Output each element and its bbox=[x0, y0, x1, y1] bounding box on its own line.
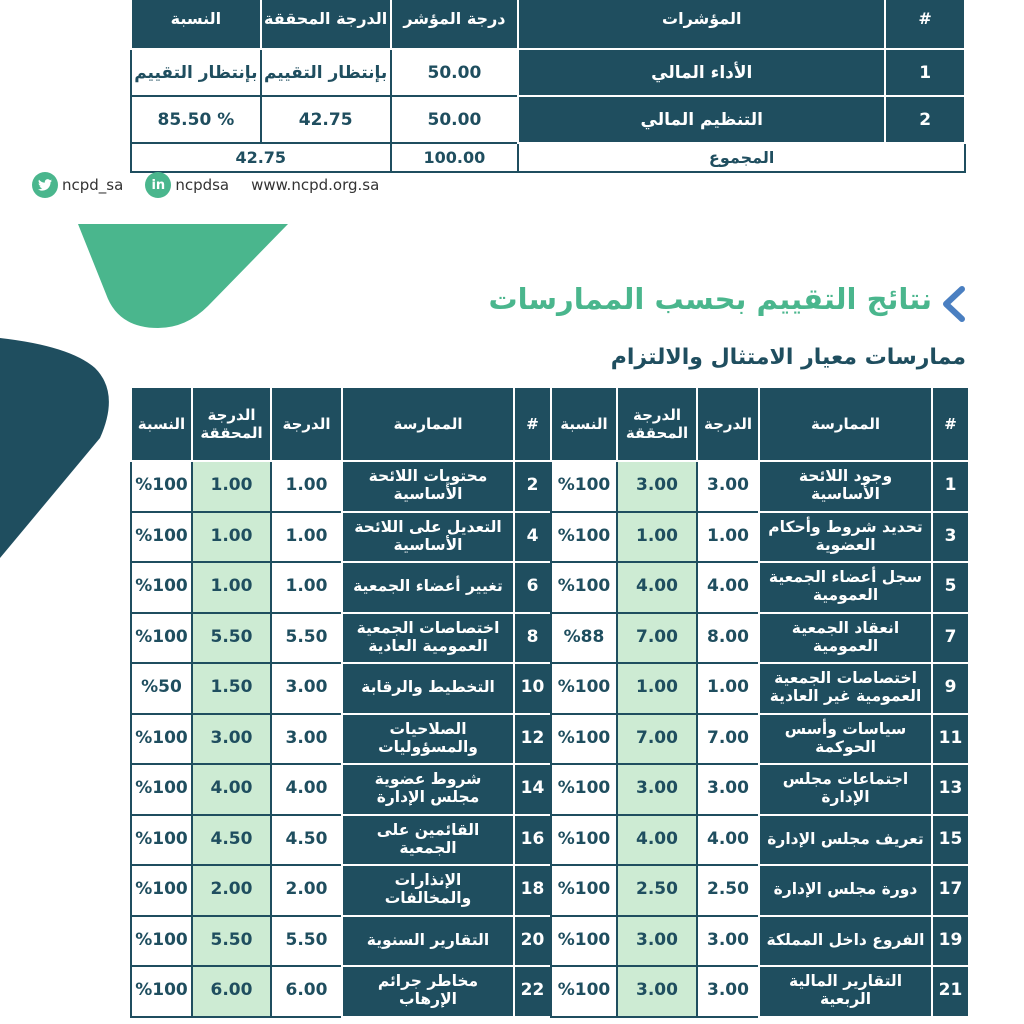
practice-num: 11 bbox=[932, 714, 969, 765]
decorative-dark-shape bbox=[0, 338, 112, 558]
practice-score: 3.00 bbox=[271, 714, 342, 765]
header-num: # bbox=[514, 387, 551, 461]
practice-ratio: %100 bbox=[131, 916, 192, 967]
indicators-table bbox=[130, 0, 966, 173]
indicator-row bbox=[131, 96, 965, 143]
practice-ratio: %100 bbox=[551, 663, 617, 714]
website-link[interactable] bbox=[251, 176, 379, 194]
indicator-ratio: بإنتظار التقييم bbox=[131, 49, 261, 96]
practice-score: 1.00 bbox=[271, 512, 342, 563]
practice-score: 2.50 bbox=[697, 865, 759, 916]
practice-name: سياسات وأسس الحوكمة bbox=[759, 714, 932, 765]
practice-achieved: 2.50 bbox=[617, 865, 697, 916]
practice-name: اختصاصات الجمعية العمومية العادية bbox=[342, 613, 514, 664]
practice-achieved: 3.00 bbox=[617, 764, 697, 815]
practice-name: انعقاد الجمعية العمومية bbox=[759, 613, 932, 664]
practice-ratio: %100 bbox=[551, 966, 617, 1017]
linkedin-handle: ncpdsa bbox=[175, 176, 230, 194]
practice-name: وجود اللائحة الأساسية bbox=[759, 461, 932, 512]
practice-achieved: 1.00 bbox=[192, 562, 271, 613]
header-indicator: المؤشرات bbox=[518, 0, 885, 49]
practice-score: 1.00 bbox=[271, 461, 342, 512]
table-row bbox=[131, 916, 969, 967]
table-row bbox=[131, 613, 969, 664]
practice-num: 21 bbox=[932, 966, 969, 1017]
practice-num: 15 bbox=[932, 815, 969, 866]
practice-name: التخطيط والرقابة bbox=[342, 663, 514, 714]
practice-name: مخاطر جرائم الإرهاب bbox=[342, 966, 514, 1017]
practice-num: 20 bbox=[514, 916, 551, 967]
practice-name: سجل أعضاء الجمعية العمومية bbox=[759, 562, 932, 613]
practice-num: 13 bbox=[932, 764, 969, 815]
practice-achieved: 3.00 bbox=[192, 714, 271, 765]
table-row bbox=[131, 966, 969, 1017]
section-title: نتائج التقييم بحسب الممارسات bbox=[488, 282, 932, 316]
header-achieved: الدرجة المحققة bbox=[261, 0, 391, 49]
practice-ratio: %100 bbox=[551, 562, 617, 613]
website-url: www.ncpd.org.sa bbox=[251, 176, 380, 194]
indicator-num: 1 bbox=[885, 49, 965, 96]
practice-ratio: %50 bbox=[131, 663, 192, 714]
practice-num: 3 bbox=[932, 512, 969, 563]
practice-ratio: %100 bbox=[551, 461, 617, 512]
practice-ratio: %100 bbox=[131, 966, 192, 1017]
practice-num: 6 bbox=[514, 562, 551, 613]
practice-ratio: %100 bbox=[131, 764, 192, 815]
practice-num: 22 bbox=[514, 966, 551, 1017]
practice-num: 18 bbox=[514, 865, 551, 916]
practice-achieved: 5.50 bbox=[192, 613, 271, 664]
total-achieved: 42.75 bbox=[131, 143, 391, 172]
practice-score: 3.00 bbox=[697, 764, 759, 815]
practice-ratio: %100 bbox=[131, 865, 192, 916]
practice-score: 1.00 bbox=[697, 512, 759, 563]
practice-achieved: 3.00 bbox=[617, 461, 697, 512]
practice-score: 4.00 bbox=[697, 815, 759, 866]
practice-num: 10 bbox=[514, 663, 551, 714]
practice-ratio: %100 bbox=[131, 512, 192, 563]
practice-score: 5.50 bbox=[271, 613, 342, 664]
header-practice: الممارسة bbox=[342, 387, 514, 461]
practice-ratio: %100 bbox=[551, 714, 617, 765]
table-row bbox=[131, 663, 969, 714]
practice-achieved: 6.00 bbox=[192, 966, 271, 1017]
practice-achieved: 7.00 bbox=[617, 613, 697, 664]
practice-ratio: %100 bbox=[131, 613, 192, 664]
indicator-score: 50.00 bbox=[391, 96, 519, 143]
table-row bbox=[131, 512, 969, 563]
practice-num: 9 bbox=[932, 663, 969, 714]
practice-score: 3.00 bbox=[697, 966, 759, 1017]
total-label: المجموع bbox=[518, 143, 965, 172]
practice-achieved: 3.00 bbox=[617, 966, 697, 1017]
practice-ratio: %100 bbox=[551, 512, 617, 563]
practice-ratio: %100 bbox=[131, 562, 192, 613]
practice-name: محتويات اللائحة الأساسية bbox=[342, 461, 514, 512]
total-score: 100.00 bbox=[391, 143, 519, 172]
practice-num: 2 bbox=[514, 461, 551, 512]
practices-table bbox=[130, 386, 970, 1018]
practice-name: الإنذارات والمخالفات bbox=[342, 865, 514, 916]
table-row bbox=[131, 815, 969, 866]
practice-achieved: 1.00 bbox=[617, 512, 697, 563]
practice-name: الصلاحيات والمسؤوليات bbox=[342, 714, 514, 765]
header-ratio: النسبة bbox=[131, 387, 192, 461]
practice-num: 7 bbox=[932, 613, 969, 664]
practice-score: 4.00 bbox=[697, 562, 759, 613]
practice-num: 5 bbox=[932, 562, 969, 613]
practice-achieved: 4.00 bbox=[617, 815, 697, 866]
indicators-header-row bbox=[131, 0, 965, 49]
practice-num: 19 bbox=[932, 916, 969, 967]
indicator-row bbox=[131, 49, 965, 96]
practice-num: 12 bbox=[514, 714, 551, 765]
decorative-green-shape bbox=[78, 224, 288, 328]
practice-achieved: 1.00 bbox=[617, 663, 697, 714]
twitter-handle: ncpd_sa bbox=[62, 176, 124, 194]
practice-num: 8 bbox=[514, 613, 551, 664]
practice-num: 4 bbox=[514, 512, 551, 563]
practice-achieved: 2.00 bbox=[192, 865, 271, 916]
practice-achieved: 1.50 bbox=[192, 663, 271, 714]
twitter-icon bbox=[32, 172, 58, 198]
sub-title: ممارسات معيار الامتثال والالتزام bbox=[610, 345, 966, 370]
practice-ratio: %100 bbox=[551, 916, 617, 967]
practice-name: القائمين على الجمعية bbox=[342, 815, 514, 866]
practices-header-row bbox=[131, 387, 969, 461]
practice-ratio: %100 bbox=[131, 461, 192, 512]
linkedin-icon: in bbox=[145, 172, 171, 198]
practice-achieved: 4.50 bbox=[192, 815, 271, 866]
indicator-name: الأداء المالي bbox=[518, 49, 885, 96]
practice-score: 5.50 bbox=[271, 916, 342, 967]
practice-name: اجتماعات مجلس الإدارة bbox=[759, 764, 932, 815]
practice-achieved: 3.00 bbox=[617, 916, 697, 967]
practice-num: 1 bbox=[932, 461, 969, 512]
social-bar bbox=[32, 172, 401, 198]
practice-ratio: %88 bbox=[551, 613, 617, 664]
practice-name: التعديل على اللائحة الأساسية bbox=[342, 512, 514, 563]
practice-achieved: 1.00 bbox=[192, 512, 271, 563]
indicator-score: 50.00 bbox=[391, 49, 519, 96]
practice-score: 7.00 bbox=[697, 714, 759, 765]
header-score: درجة المؤشر bbox=[391, 0, 519, 49]
practice-name: التقارير المالية الربعية bbox=[759, 966, 932, 1017]
practice-num: 16 bbox=[514, 815, 551, 866]
practice-achieved: 4.00 bbox=[617, 562, 697, 613]
practice-achieved: 5.50 bbox=[192, 916, 271, 967]
header-practice: الممارسة bbox=[759, 387, 932, 461]
practice-score: 4.00 bbox=[271, 764, 342, 815]
practice-achieved: 1.00 bbox=[192, 461, 271, 512]
header-score: الدرجة bbox=[271, 387, 342, 461]
practice-score: 8.00 bbox=[697, 613, 759, 664]
practice-ratio: %100 bbox=[131, 714, 192, 765]
header-num: # bbox=[885, 0, 965, 49]
table-row bbox=[131, 764, 969, 815]
table-row bbox=[131, 562, 969, 613]
practice-score: 3.00 bbox=[697, 916, 759, 967]
practice-score: 4.50 bbox=[271, 815, 342, 866]
practice-score: 1.00 bbox=[697, 663, 759, 714]
header-achieved: الدرجة المحققة bbox=[192, 387, 271, 461]
linkedin-link[interactable] bbox=[145, 172, 229, 198]
practice-ratio: %100 bbox=[551, 764, 617, 815]
practice-score: 3.00 bbox=[697, 461, 759, 512]
practice-score: 6.00 bbox=[271, 966, 342, 1017]
indicator-num: 2 bbox=[885, 96, 965, 143]
practice-name: تحديد شروط وأحكام العضوية bbox=[759, 512, 932, 563]
practice-achieved: 7.00 bbox=[617, 714, 697, 765]
header-achieved: الدرجة المحققة bbox=[617, 387, 697, 461]
practice-name: شروط عضوية مجلس الإدارة bbox=[342, 764, 514, 815]
practice-ratio: %100 bbox=[131, 815, 192, 866]
practice-ratio: %100 bbox=[551, 865, 617, 916]
practice-name: التقارير السنوية bbox=[342, 916, 514, 967]
table-row bbox=[131, 714, 969, 765]
header-ratio: النسبة bbox=[551, 387, 617, 461]
header-num: # bbox=[932, 387, 969, 461]
practice-name: تغيير أعضاء الجمعية bbox=[342, 562, 514, 613]
indicator-achieved: 42.75 bbox=[261, 96, 391, 143]
header-ratio: النسبة bbox=[131, 0, 261, 49]
twitter-link[interactable] bbox=[32, 172, 123, 198]
total-row bbox=[131, 143, 965, 172]
indicator-achieved: بإنتظار التقييم bbox=[261, 49, 391, 96]
practice-num: 14 bbox=[514, 764, 551, 815]
table-row bbox=[131, 865, 969, 916]
practice-ratio: %100 bbox=[551, 815, 617, 866]
practice-name: الفروع داخل المملكة bbox=[759, 916, 932, 967]
indicator-ratio: % 85.50 bbox=[131, 96, 261, 143]
practice-name: دورة مجلس الإدارة bbox=[759, 865, 932, 916]
practice-name: اختصاصات الجمعية العمومية غير العادية bbox=[759, 663, 932, 714]
practice-score: 2.00 bbox=[271, 865, 342, 916]
header-score: الدرجة bbox=[697, 387, 759, 461]
table-row bbox=[131, 461, 969, 512]
practice-score: 1.00 bbox=[271, 562, 342, 613]
indicator-name: التنظيم المالي bbox=[518, 96, 885, 143]
practice-num: 17 bbox=[932, 865, 969, 916]
practice-score: 3.00 bbox=[271, 663, 342, 714]
chevron-left-icon bbox=[940, 286, 968, 322]
practice-achieved: 4.00 bbox=[192, 764, 271, 815]
practice-name: تعريف مجلس الإدارة bbox=[759, 815, 932, 866]
